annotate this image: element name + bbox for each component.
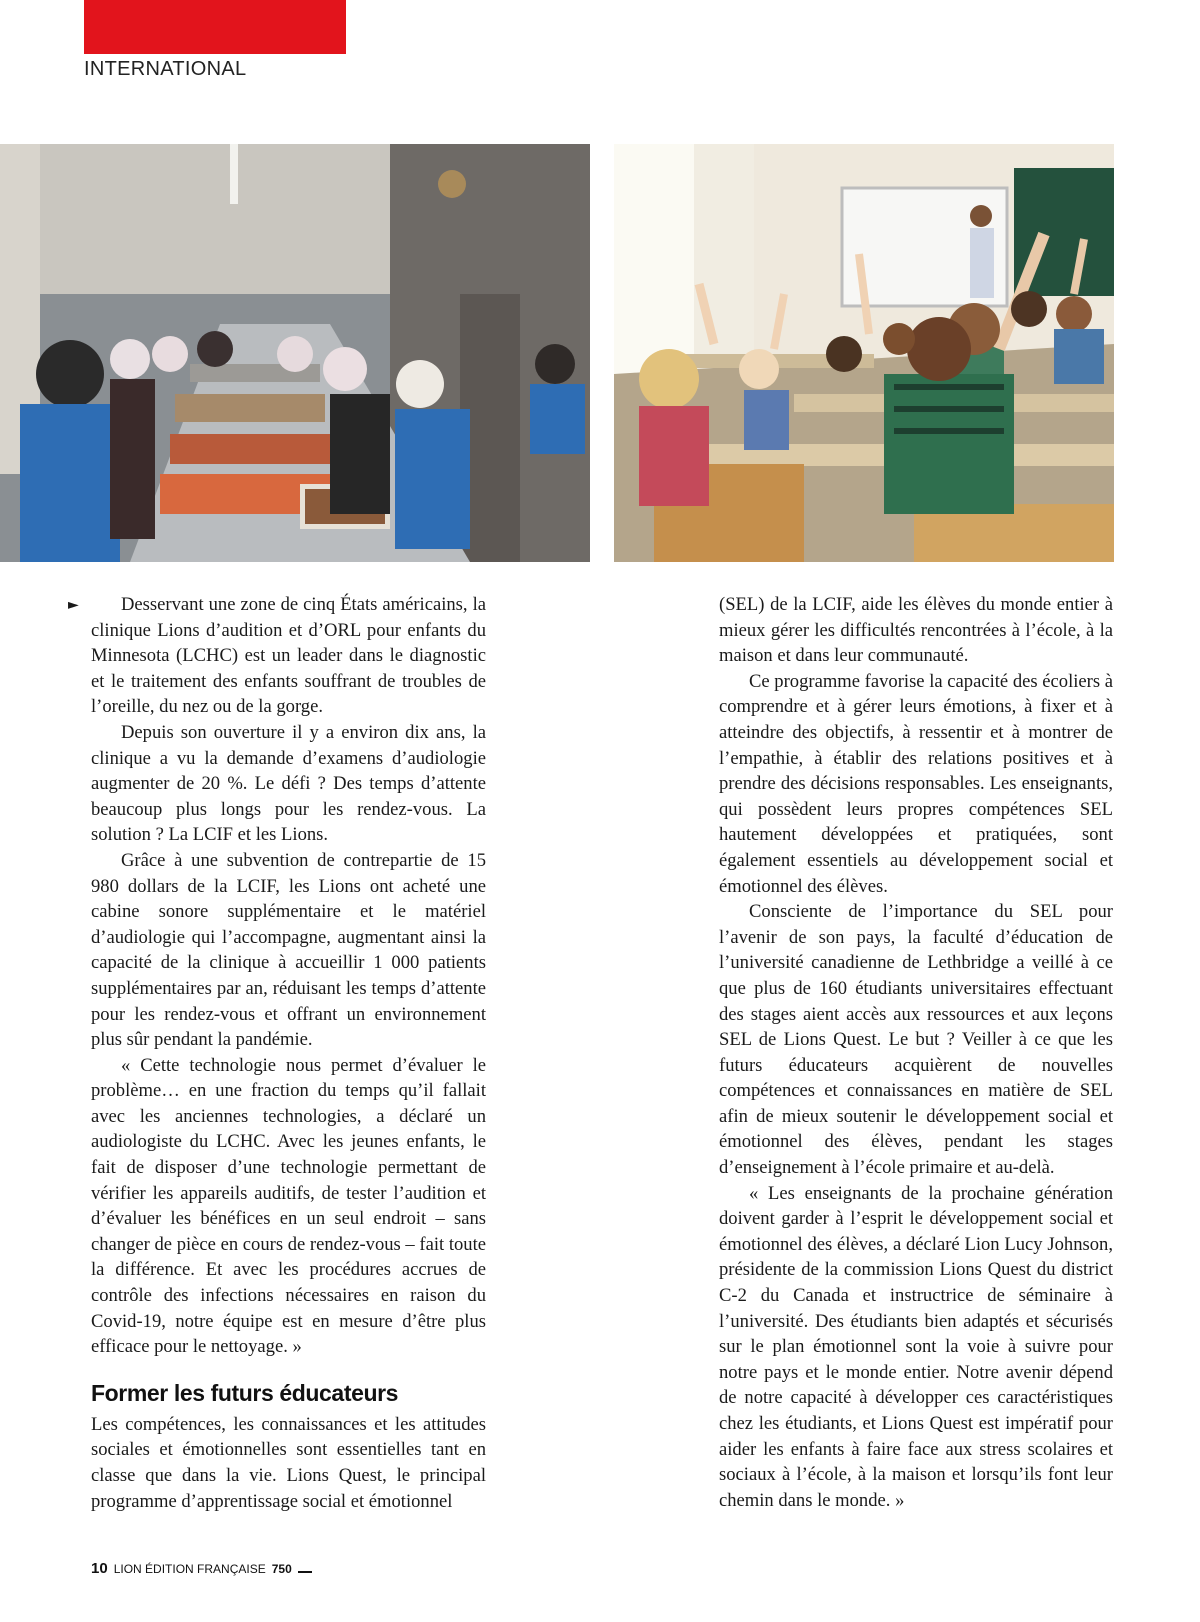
paragraph: Grâce à une subvention de contrepartie de 15 980 dollars de la LCIF, les Lions ont acheté une cabine sonore supplémentaire et le matériel d’audiologie qui l’accompagne, augmentant ainsi la capacité de la clinique à accueillir 1 000 patients supplémentaires par an, réduisant les temps d’attente pour les rendez-vous et offrant un environnement plus sûr pendant la pandémie.: [91, 849, 486, 1051]
issue-number: 750: [271, 1562, 292, 1576]
article-continuation-arrow-icon: ►: [68, 597, 79, 613]
right-column: [719, 592, 1113, 1513]
classroom-photo: [614, 144, 1114, 562]
publication-name: LION ÉDITION FRANÇAISE: [113, 1562, 266, 1576]
left-column: [91, 592, 486, 1514]
header-accent-bar: [84, 0, 346, 54]
paragraph: Depuis son ouverture il y a environ dix ans, la clinique a vu la demande d’examens d’audiologie augmenter de 20 %. Le défi ? Des temps d’attente beaucoup plus longs pour les rendez-vous. La solution ? La LCIF et les Lions.: [91, 721, 486, 846]
page-number: 10: [91, 1560, 108, 1577]
page-footer: [91, 1560, 312, 1577]
kitchen-volunteers-photo: [0, 144, 590, 562]
paragraph: Ce programme favorise la capacité des écoliers à comprendre et à gérer leurs émotions, à fixer et à atteindre des objectifs, à ressentir et à montrer de l’empathie, à établir des relations positives et à prendre des décisions responsables. Les enseignants, qui possèdent leurs propres compétences SEL hautement développées et pratiquées, sont également essentiels au développement social et émotionnel des élèves.: [719, 670, 1113, 897]
paragraph: « Les enseignants de la prochaine génération doivent garder à l’esprit le développement social et émotionnel des élèves, a déclaré Lion Lucy Johnson, présidente de la commission Lions Quest du district C-2 du Canada et instructrice de séminaire à l’université. Des étudiants bien adaptés et sécurisés sur le plan émotionnel sont la voie à suivre pour notre pays et le monde entier. Notre avenir dépend de notre capacité à développer ces caractéristiques chez les étudiants, et Lions Quest est impératif pour aider les enfants à faire face aux stress scolaires et sociaux à l’école, à la maison et lorsqu’ils font leur chemin dans le monde. »: [719, 1182, 1113, 1511]
section-heading: Former les futurs éducateurs: [91, 1379, 399, 1406]
paragraph: Les compétences, les connaissances et les attitudes sociales et émotionnelles sont essentielles tant en classe que dans la vie. Lions Quest, le principal programme d’apprentissage social et émotionnel: [91, 1413, 486, 1512]
footer-rule: [298, 1571, 312, 1573]
section-label: INTERNATIONAL: [84, 58, 247, 80]
paragraph: (SEL) de la LCIF, aide les élèves du monde entier à mieux gérer les difficultés rencontrées à l’école, à la maison et dans leur communauté.: [719, 594, 1113, 667]
paragraph: « Cette technologie nous permet d’évaluer le problème… en une fraction du temps qu’il fallait avec les anciennes technologies, a déclaré un audiologiste du LCHC. Avec les jeunes enfants, le fait de disposer d’une technologie permettant de vérifier les appareils auditifs, de tester l’audition et d’évaluer les bénéfices en un seul endroit – sans changer de pièce en cours de rendez-vous – fait toute la différence. Et avec les procédures accrues de contrôle des infections nécessaires en raison du Covid-19, notre équipe est en mesure d’être plus efficace pour le nettoyage. »: [91, 1054, 486, 1358]
paragraph: Desservant une zone de cinq États américains, la clinique Lions d’audition et d’ORL pour enfants du Minnesota (LCHC) est un leader dans le diagnostic et le traitement des enfants souffrant de troubles de l’oreille, du nez ou de la gorge.: [91, 594, 486, 718]
paragraph: Consciente de l’importance du SEL pour l’avenir de son pays, la faculté d’éducation de l’université canadienne de Lethbridge a veillé à ce que plus de 160 étudiants universitaires effectuant des stages aient accès aux ressources et aux leçons SEL de Lions Quest. Le but ? Veiller à ce que les futurs éducateurs acquièrent de nouvelles compétences et connaissances en matière de SEL afin de mieux soutenir le développement social et émotionnel des élèves, pendant les stages d’enseignement à l’école primaire et au-delà.: [719, 901, 1113, 1179]
